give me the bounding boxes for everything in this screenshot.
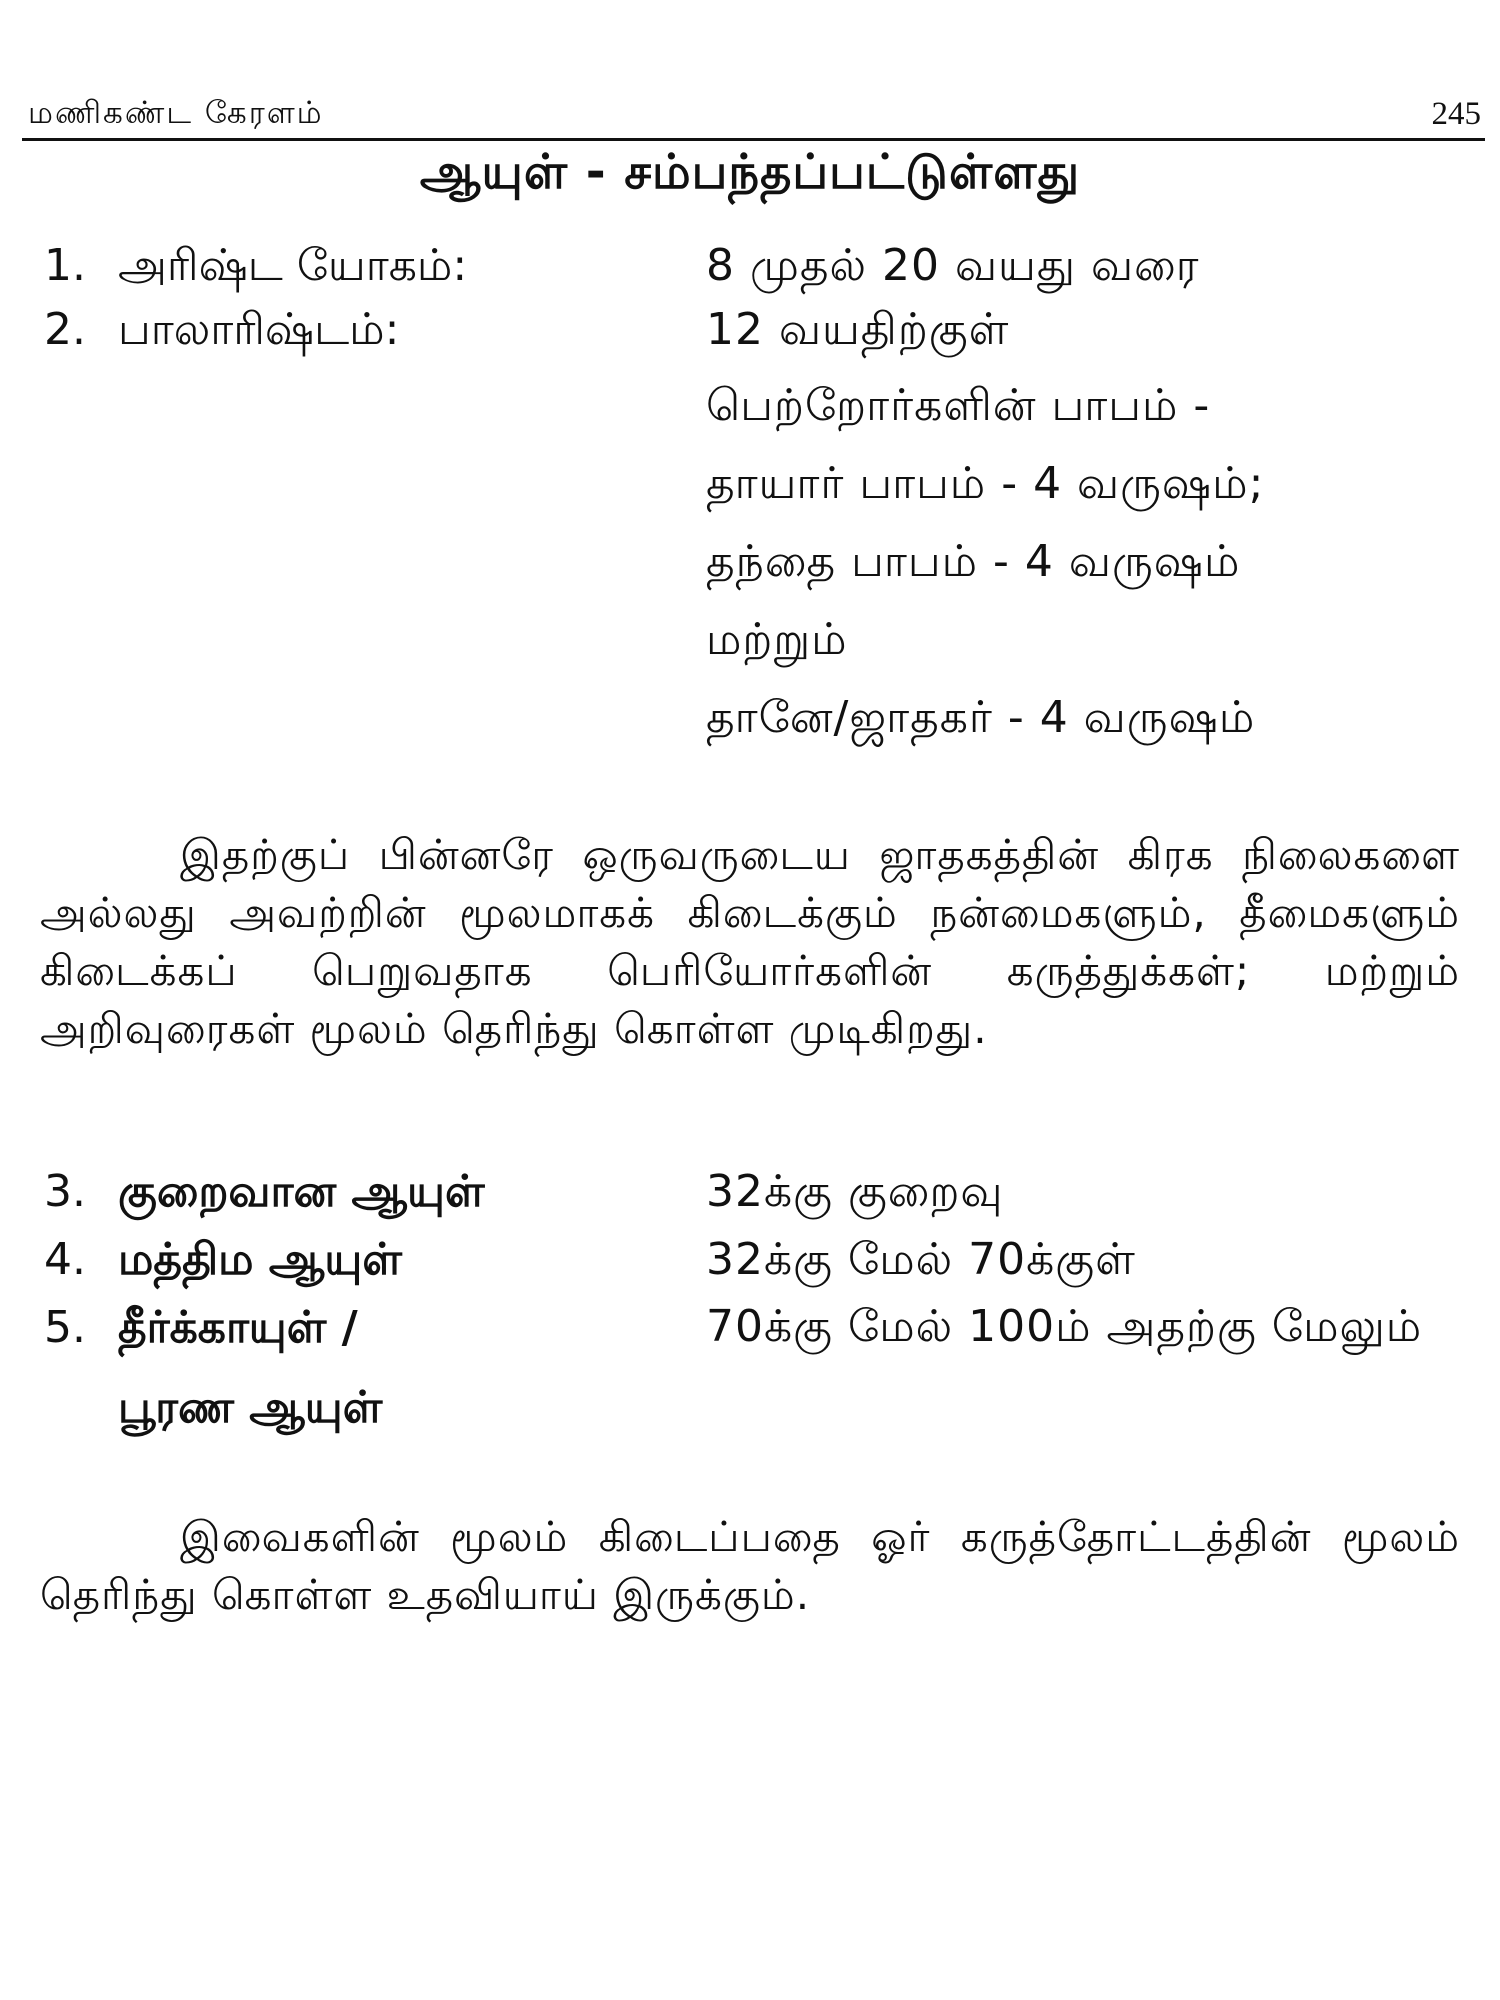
body-paragraph	[40, 826, 1460, 1058]
item-label-continuation: பூரண ஆயுள்	[118, 1382, 383, 1433]
book-title: மணிகண்ட கேரளம்	[28, 95, 324, 131]
paragraph-text: இதற்குப் பின்னரே ஒருவருடைய ஜாதகத்தின் கிரக நிலைகளை அல்லது அவற்றின் மூலமாகக் கிடைக்கும் நன்மைகளும், தீமைகளும் கிடைக்கப் பெறுவதாக பெரியோர்களின் கருத்துக்கள்; மற்றும் அறிவுரைகள் மூலம் தெரிந்து கொள்ள முடிகிறது.	[40, 830, 1460, 1053]
item-label: குறைவான ஆயுள்	[118, 1166, 485, 1217]
value-continuation-line: தந்தை பாபம் - 4 வருஷம்	[706, 536, 1241, 587]
item-value: 32க்கு மேல் 70க்குள்	[706, 1234, 1136, 1285]
value-continuation-line: மற்றும்	[706, 614, 848, 665]
value-continuation-line: தானே/ஜாதகர் - 4 வருஷம்	[706, 692, 1256, 743]
item-number: 1.	[44, 240, 86, 291]
list-item	[0, 1230, 1500, 1296]
item-number: 5.	[44, 1302, 86, 1353]
running-header	[22, 92, 1485, 141]
item-value: 32க்கு குறைவு	[706, 1166, 1004, 1217]
item-label: தீர்க்காயுள் /	[118, 1302, 358, 1353]
value-continuation-line: பெற்றோர்களின் பாபம் -	[706, 380, 1211, 431]
item-value: 12 வயதிற்குள்	[706, 304, 1010, 355]
paragraph-text: இவைகளின் மூலம் கிடைப்பதை ஓர் கருத்தோட்டத்தின் மூலம் தெரிந்து கொள்ள உதவியாய் இருக்கும்.	[40, 1512, 1460, 1619]
item-number: 3.	[44, 1166, 86, 1217]
item-value: 70க்கு மேல் 100ம் அதற்கு மேலும்	[706, 1301, 1423, 1352]
item-label: பாலாரிஷ்டம்:	[118, 304, 400, 355]
list-item	[0, 1162, 1500, 1228]
item-label: அரிஷ்ட யோகம்:	[118, 240, 468, 291]
item-number: 4.	[44, 1234, 86, 1285]
page-number: 245	[1431, 96, 1481, 132]
item-value: 8 முதல் 20 வயது வரை	[706, 240, 1200, 291]
body-paragraph	[40, 1508, 1460, 1624]
list-item	[0, 236, 1500, 302]
list-item	[0, 300, 1500, 366]
item-number: 2.	[44, 304, 86, 355]
section-heading: ஆயுள் - சம்பந்தப்பட்டுள்ளது	[419, 144, 1081, 200]
label-continuation	[0, 1378, 1500, 1444]
value-continuation-line: தாயார் பாபம் - 4 வருஷம்;	[706, 458, 1265, 509]
item-label: மத்திம ஆயுள்	[118, 1234, 402, 1285]
